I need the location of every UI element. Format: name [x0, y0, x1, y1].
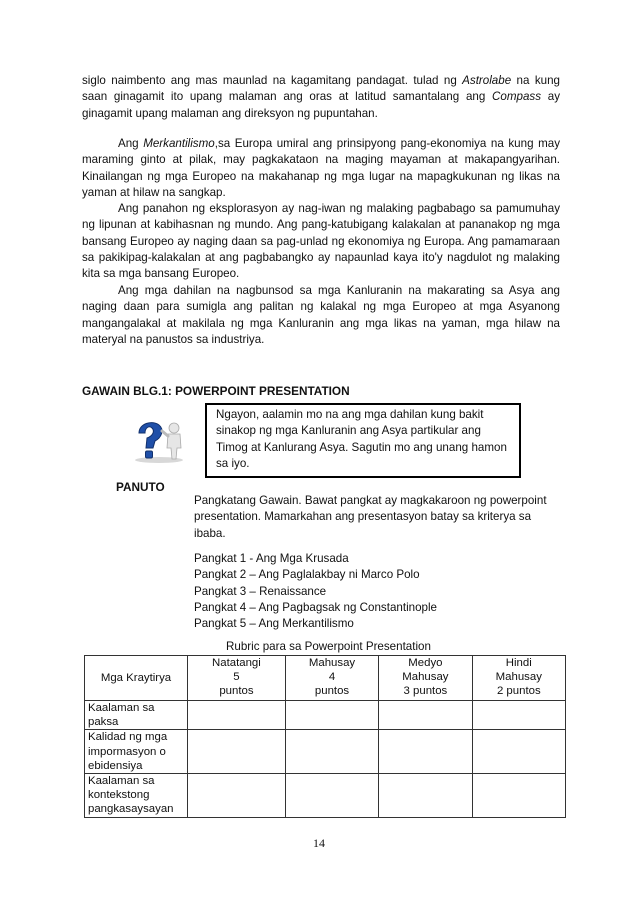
criteria-cell: Kaalaman sa paksa: [85, 701, 188, 730]
score-cell[interactable]: [379, 701, 472, 730]
pangkat-item: Pangkat 1 - Ang Mga Krusada: [194, 552, 349, 565]
p1-text-e: ay ginagamit upang malaman ang direksyon ng pupuntahan.: [82, 90, 560, 120]
activity-heading: GAWAIN BLG.1: POWERPOINT PRESENTATION: [82, 384, 350, 398]
pangkat-list: [194, 551, 437, 632]
instructions-text: Pangkatang Gawain. Bawat pangkat ay magkakaroon ng powerpoint presentation. Mamarkahan ang presentasyon batay sa kriterya sa ibaba.: [194, 494, 547, 540]
criteria-cell: Kalidad ng mga impormasyon o ebidensiya: [85, 730, 188, 774]
p1-astrolabe: Astrolabe: [462, 74, 512, 87]
panuto-label: PANUTO: [116, 480, 165, 494]
score-cell[interactable]: [188, 701, 286, 730]
p2-merkantilismo: Merkantilismo: [143, 137, 215, 150]
pangkat-item: Pangkat 3 – Renaissance: [194, 584, 327, 598]
pangkat-item: Pangkat 5 – Ang Merkantilismo: [194, 617, 354, 631]
score-cell[interactable]: [285, 701, 378, 730]
paragraph-dahilan: Ang mga dahilan na nagbunsod sa mga Kanluranin na makarating sa Asya ang naging daan para sumigla ang palitan ng kalakal ng mga Europeo at mga Asyanong mangangalakal at makilala ng mga Kanluranin ang mga likas na yaman, mga hilaw na materyal na panustos sa industriya.: [82, 284, 560, 346]
paragraph-navigation-tools: [82, 73, 560, 122]
header-medyo-mahusay: Medyo Mahusay 3 puntos: [379, 656, 472, 701]
score-cell[interactable]: [379, 730, 472, 774]
criteria-cell: Kaalaman sa kontekstong pangkasaysayan: [85, 774, 188, 818]
score-cell[interactable]: [285, 774, 378, 818]
p1-text-a: siglo naimbento ang mas maunlad na kagamitang pandagat. tulad ng: [82, 74, 463, 87]
table-row: [85, 774, 566, 818]
pangkat-item: Pangkat 2 – Ang Paglalakbay ni Marco Polo: [194, 568, 420, 582]
table-row: [85, 730, 566, 774]
score-cell[interactable]: [472, 701, 565, 730]
score-cell[interactable]: [379, 774, 472, 818]
callout-box: Ngayon, aalamin mo na ang mga dahilan kung bakit sinakop ng mga Kanluranin ang Asya partikular ang Timog at Kanlurang Asya. Sagutin mo ang unang hamon sa iyo.: [205, 403, 521, 478]
criteria-header: Mga Kraytirya: [85, 656, 188, 701]
score-cell[interactable]: [472, 730, 565, 774]
score-cell[interactable]: [188, 774, 286, 818]
p1-text-c: na kung saan ginagamit ito upang malaman ang oras at latitud samantalang ang: [82, 74, 560, 104]
pangkat-item: Pangkat 4 – Ang Pagbagsak ng Constantinople: [194, 600, 438, 614]
p1-compass: Compass: [492, 90, 541, 104]
p2-text-c: ,sa Europa umiral ang prinsipyong pang-ekonomiya na kung may maraming ginto at pilak, may pagkakataon na maging mayaman at makapangyarihan. Kinailangan ng mga Europeo na makahanap ng mga lugar na mapagkukunan ng likas na yaman at hilaw na sangkap.: [82, 137, 560, 199]
paragraph-eksplorasyon: Ang panahon ng eksplorasyon ay nag-iwan ng malaking pagbabago sa pamumuhay ng lipunan at kabihasnan ng mundo. Ang pang-katubigang kalakalan at pananakop ng mga bansang Europeo ay naging daan sa pag-unlad ng ekonomiya ng Europa. Ang pamamaraan sa pakikipag-kalakalan at ang pagbabangko ay napaunlad kaya ito'y nagdulot ng malaking kita sa mga bansang Europeo.: [82, 202, 560, 281]
header-mahusay: Mahusay 4 puntos: [285, 656, 378, 701]
rubric-table: [84, 655, 566, 818]
question-mark-figure-icon: [131, 419, 189, 463]
score-cell[interactable]: [188, 730, 286, 774]
table-row: [85, 701, 566, 730]
p2-text-a: Ang: [118, 137, 144, 150]
rubric-header-row: [85, 656, 566, 701]
score-cell[interactable]: [472, 774, 565, 818]
header-hindi-mahusay: Hindi Mahusay 2 puntos: [472, 656, 565, 701]
page-number: 14: [313, 836, 325, 850]
rubric-title: Rubric para sa Powerpoint Presentation: [226, 640, 431, 653]
paragraph-merkantilismo: [82, 136, 560, 201]
header-natatangi: Natatangi 5 puntos: [188, 656, 286, 701]
score-cell[interactable]: [285, 730, 378, 774]
